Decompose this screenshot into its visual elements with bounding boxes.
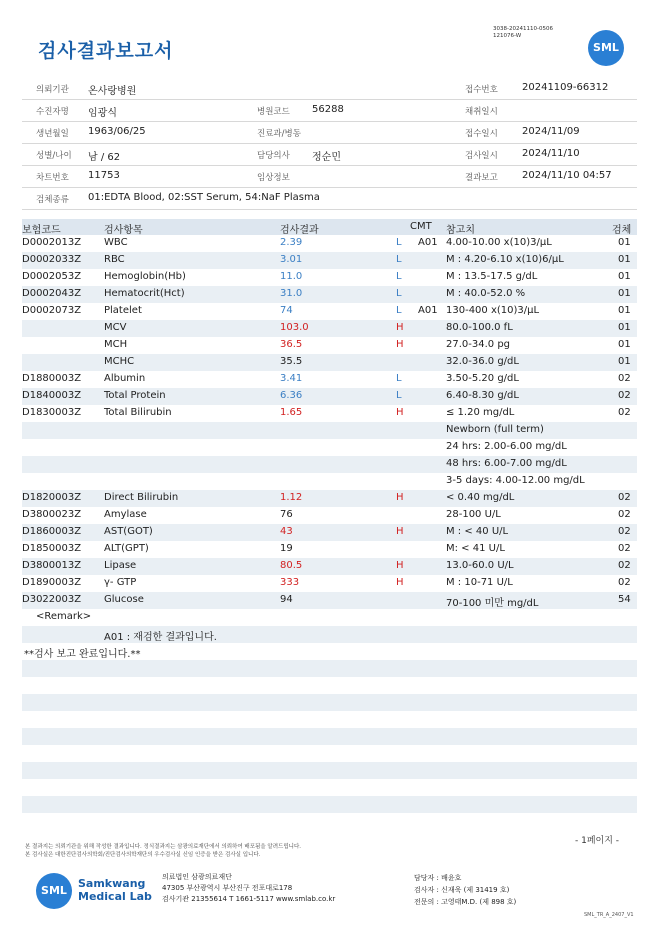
row-flag: H bbox=[396, 577, 404, 588]
row-result: 3.01 bbox=[280, 254, 303, 265]
header-result: 검사결과 bbox=[280, 225, 319, 236]
blank-row bbox=[22, 677, 637, 694]
row-code: D1820003Z bbox=[22, 492, 82, 503]
row-ref: 70-100 미만 mg/dL bbox=[446, 598, 539, 609]
row-item: AST(GOT) bbox=[104, 526, 153, 537]
row-item: MCHC bbox=[104, 356, 135, 367]
remark-label: <Remark> bbox=[36, 611, 92, 622]
blank-rows bbox=[22, 660, 637, 830]
row-code: D1890003Z bbox=[22, 577, 82, 588]
org-name bbox=[78, 877, 152, 903]
row-item: WBC bbox=[104, 237, 128, 248]
row-code: D1850003Z bbox=[22, 543, 82, 554]
row-flag: H bbox=[396, 526, 404, 537]
row-result: 3.41 bbox=[280, 373, 303, 384]
header-code: 보험코드 bbox=[22, 225, 61, 236]
row-result: 6.36 bbox=[280, 390, 303, 401]
row-spec: 01 bbox=[618, 288, 631, 299]
table-row bbox=[22, 422, 637, 439]
row-ref: M: < 41 U/L bbox=[446, 543, 505, 554]
row-ref: 13.0-60.0 U/L bbox=[446, 560, 514, 571]
row-flag: H bbox=[396, 322, 404, 333]
page-title: 검사결과보고서 bbox=[38, 40, 174, 62]
blank-row bbox=[22, 796, 637, 813]
row-ref: M : 4.20-6.10 x(10)6/μL bbox=[446, 254, 564, 265]
table-row bbox=[22, 490, 637, 507]
row-flag: L bbox=[396, 271, 402, 282]
header-cmt: CMT bbox=[410, 221, 432, 232]
row-item: ALT(GPT) bbox=[104, 543, 149, 554]
table-row bbox=[22, 320, 637, 337]
table-row bbox=[22, 286, 637, 303]
row-spec: 01 bbox=[618, 339, 631, 350]
row-spec: 02 bbox=[618, 526, 631, 537]
table-row bbox=[22, 371, 637, 388]
row-result: 35.5 bbox=[280, 356, 303, 367]
doctor-label: 담당의사 bbox=[257, 151, 290, 161]
row-cmt: A01 bbox=[418, 237, 438, 248]
sex-age-label: 성별/나이 bbox=[36, 151, 72, 161]
test-date-value: 2024/11/10 bbox=[522, 148, 580, 159]
blank-row bbox=[22, 694, 637, 711]
row-result: 19 bbox=[280, 543, 293, 554]
row-item: γ- GTP bbox=[104, 577, 137, 588]
remark-text-row bbox=[22, 626, 637, 643]
receipt-date-label: 접수일시 bbox=[465, 129, 498, 139]
org-name-line1: Samkwang bbox=[78, 877, 146, 890]
table-row bbox=[22, 558, 637, 575]
row-item: Albumin bbox=[104, 373, 146, 384]
row-spec: 02 bbox=[618, 560, 631, 571]
row-result: 11.0 bbox=[280, 271, 303, 282]
blank-row bbox=[22, 711, 637, 728]
sml-logo: SML bbox=[588, 30, 624, 66]
row-item: Direct Bilirubin bbox=[104, 492, 179, 503]
completion-text: **검사 보고 완료입니다.** bbox=[24, 649, 141, 660]
row-spec: 01 bbox=[618, 322, 631, 333]
row-result: 2.39 bbox=[280, 237, 303, 248]
row-flag: H bbox=[396, 560, 404, 571]
row-ref: M : 13.5-17.5 g/dL bbox=[446, 271, 538, 282]
blank-row bbox=[22, 813, 637, 830]
info-row-hospital bbox=[22, 78, 637, 100]
table-row bbox=[22, 507, 637, 524]
info-row-chart bbox=[22, 166, 637, 188]
row-spec: 54 bbox=[618, 594, 631, 605]
staff-info bbox=[414, 872, 516, 908]
table-row bbox=[22, 252, 637, 269]
row-flag: H bbox=[396, 492, 404, 503]
row-item: Total Bilirubin bbox=[104, 407, 172, 418]
row-result: 43 bbox=[280, 526, 293, 537]
row-spec: 01 bbox=[618, 356, 631, 367]
document-id-line2: 121076-W bbox=[493, 33, 522, 39]
row-item: Hemoglobin(Hb) bbox=[104, 271, 186, 282]
row-ref: 6.40-8.30 g/dL bbox=[446, 390, 519, 401]
row-ref: 130-400 x(10)3/μL bbox=[446, 305, 540, 316]
table-row bbox=[22, 337, 637, 354]
row-result: 74 bbox=[280, 305, 293, 316]
remark-text: A01 : 재검한 결과입니다. bbox=[104, 632, 217, 643]
row-item: MCV bbox=[104, 322, 127, 333]
row-code: D0002013Z bbox=[22, 237, 82, 248]
table-row bbox=[22, 405, 637, 422]
hospital-code-value: 56288 bbox=[312, 104, 344, 115]
patient-info bbox=[22, 78, 637, 210]
row-spec: 01 bbox=[618, 237, 631, 248]
row-flag: L bbox=[396, 288, 402, 299]
row-item: Hematocrit(Hct) bbox=[104, 288, 185, 299]
row-result: 94 bbox=[280, 594, 293, 605]
header-item: 검사항목 bbox=[104, 225, 143, 236]
info-row-sex-age bbox=[22, 144, 637, 166]
results-table bbox=[22, 219, 637, 830]
remark-row bbox=[22, 609, 637, 626]
collect-date-label: 채취일시 bbox=[465, 107, 498, 117]
name-value: 임광식 bbox=[88, 108, 117, 119]
row-item: Lipase bbox=[104, 560, 137, 571]
sex-age-value: 남 / 62 bbox=[88, 152, 121, 163]
blank-row bbox=[22, 779, 637, 796]
report-label: 결과보고 bbox=[465, 173, 498, 183]
info-row-birth bbox=[22, 122, 637, 144]
document-id-line1: 3038-20241110-0506 bbox=[493, 26, 553, 32]
row-ref: 32.0-36.0 g/dL bbox=[446, 356, 519, 367]
birth-value: 1963/06/25 bbox=[88, 126, 146, 137]
table-row bbox=[22, 439, 637, 456]
row-result: 333 bbox=[280, 577, 300, 588]
staff-line2: 검사자 : 신재욱 (제 31419 호) bbox=[414, 886, 510, 894]
row-spec: 02 bbox=[618, 543, 631, 554]
row-spec: 02 bbox=[618, 492, 631, 503]
table-row bbox=[22, 575, 637, 592]
table-row bbox=[22, 388, 637, 405]
org-address bbox=[162, 872, 335, 905]
hospital-value: 온사랑병원 bbox=[88, 86, 137, 97]
name-label: 수진자명 bbox=[36, 107, 69, 117]
table-header bbox=[22, 219, 637, 235]
row-code: D1840003Z bbox=[22, 390, 82, 401]
table-row bbox=[22, 541, 637, 558]
row-ref: M : 10-71 U/L bbox=[446, 577, 513, 588]
row-code: D0002073Z bbox=[22, 305, 82, 316]
row-code: D0002043Z bbox=[22, 288, 82, 299]
row-spec: 02 bbox=[618, 577, 631, 588]
table-row bbox=[22, 354, 637, 371]
info-row-specimen bbox=[22, 188, 637, 210]
row-code: D1880003Z bbox=[22, 373, 82, 384]
row-flag: H bbox=[396, 407, 404, 418]
blank-row bbox=[22, 660, 637, 677]
blank-row bbox=[22, 762, 637, 779]
row-ref: M : 40.0-52.0 % bbox=[446, 288, 526, 299]
row-item: Amylase bbox=[104, 509, 147, 520]
row-ref: ≤ 1.20 mg/dL bbox=[446, 407, 515, 418]
row-ref: 80.0-100.0 fL bbox=[446, 322, 513, 333]
hospital-label: 의뢰기관 bbox=[36, 85, 69, 95]
row-result: 103.0 bbox=[280, 322, 309, 333]
report-date-value: 2024/11/10 04:57 bbox=[522, 170, 612, 181]
row-result: 1.65 bbox=[280, 407, 303, 418]
row-item: RBC bbox=[104, 254, 125, 265]
row-spec: 01 bbox=[618, 305, 631, 316]
hospital-code-label: 병원코드 bbox=[257, 107, 290, 117]
row-code: D3800013Z bbox=[22, 560, 82, 571]
row-spec: 02 bbox=[618, 390, 631, 401]
staff-line3: 전문의 : 고영태M.D. (제 898 호) bbox=[414, 898, 517, 906]
row-ref: 28-100 U/L bbox=[446, 509, 501, 520]
row-spec: 01 bbox=[618, 254, 631, 265]
row-ref: 3-5 days: 4.00-12.00 mg/dL bbox=[446, 475, 585, 486]
row-item: Glucose bbox=[104, 594, 144, 605]
chart-no-label: 차트번호 bbox=[36, 173, 69, 183]
specimen-value: 01:EDTA Blood, 02:SST Serum, 54:NaF Plasma bbox=[88, 192, 320, 203]
row-code: D3022003Z bbox=[22, 594, 82, 605]
row-flag: L bbox=[396, 373, 402, 384]
specimen-label: 검체종류 bbox=[36, 195, 69, 205]
row-result: 31.0 bbox=[280, 288, 303, 299]
footer-note-1: 본 결과지는 의뢰기관을 위해 작성한 결과입니다. 정식결과지는 삼광의료재단에서 의뢰하여 배포됨을 알려드립니다. bbox=[25, 844, 302, 850]
row-ref: Newborn (full term) bbox=[446, 424, 544, 435]
table-row bbox=[22, 456, 637, 473]
blank-row bbox=[22, 745, 637, 762]
table-row bbox=[22, 235, 637, 252]
row-result: 80.5 bbox=[280, 560, 303, 571]
table-row bbox=[22, 269, 637, 286]
row-result: 1.12 bbox=[280, 492, 303, 503]
table-row bbox=[22, 303, 637, 320]
footer-note-2: 본 검사실은 대한진단검사의학회/진단검사의학재단의 우수검사실 신임 인증을 받은 검사실 입니다. bbox=[25, 852, 261, 858]
row-ref: 48 hrs: 6.00-7.00 mg/dL bbox=[446, 458, 567, 469]
test-date-label: 검사일시 bbox=[465, 151, 498, 161]
row-flag: L bbox=[396, 237, 402, 248]
row-cmt: A01 bbox=[418, 305, 438, 316]
row-item: Platelet bbox=[104, 305, 142, 316]
row-ref: 27.0-34.0 pg bbox=[446, 339, 511, 350]
row-code: D3800023Z bbox=[22, 509, 82, 520]
row-code: D1830003Z bbox=[22, 407, 82, 418]
address-line3: 검사기관 21355614 T 1661-5117 www.smlab.co.kr bbox=[162, 895, 336, 903]
info-row-name bbox=[22, 100, 637, 122]
footer-sml-logo: SML bbox=[36, 873, 72, 909]
blank-row bbox=[22, 728, 637, 745]
receipt-date-value: 2024/11/09 bbox=[522, 126, 580, 137]
header-spec: 검체 bbox=[612, 225, 632, 236]
row-item: MCH bbox=[104, 339, 128, 350]
row-ref: 3.50-5.20 g/dL bbox=[446, 373, 519, 384]
dept-label: 진료과/병동 bbox=[257, 129, 301, 139]
document-id bbox=[493, 26, 553, 40]
row-flag: H bbox=[396, 339, 404, 350]
address-line2: 47305 부산광역시 부산진구 전포대로178 bbox=[162, 884, 293, 892]
address-line1: 의료법인 삼광의료재단 bbox=[162, 873, 232, 881]
page-number: - 1페이지 - bbox=[575, 836, 620, 846]
row-code: D0002033Z bbox=[22, 254, 82, 265]
row-spec: 02 bbox=[618, 407, 631, 418]
row-item: Total Protein bbox=[104, 390, 166, 401]
row-ref: M : < 40 U/L bbox=[446, 526, 509, 537]
table-row bbox=[22, 592, 637, 609]
table-row bbox=[22, 524, 637, 541]
row-result: 36.5 bbox=[280, 339, 303, 350]
receipt-no-label: 접수번호 bbox=[465, 85, 498, 95]
row-ref: 4.00-10.00 x(10)3/μL bbox=[446, 237, 552, 248]
completion-row bbox=[22, 643, 637, 660]
org-name-line2: Medical Lab bbox=[78, 890, 152, 903]
row-spec: 01 bbox=[618, 271, 631, 282]
row-code: D1860003Z bbox=[22, 526, 82, 537]
row-code: D0002053Z bbox=[22, 271, 82, 282]
form-number: SML_TR_A_2407_V1 bbox=[584, 912, 634, 918]
row-spec: 02 bbox=[618, 509, 631, 520]
row-result: 76 bbox=[280, 509, 293, 520]
table-row bbox=[22, 473, 637, 490]
header-ref: 참고치 bbox=[446, 225, 475, 236]
row-ref: 24 hrs: 2.00-6.00 mg/dL bbox=[446, 441, 567, 452]
table-body bbox=[22, 235, 637, 609]
clinical-label: 임상정보 bbox=[257, 173, 290, 183]
birth-label: 생년월일 bbox=[36, 129, 69, 139]
doctor-value: 정순민 bbox=[312, 152, 341, 163]
row-ref: < 0.40 mg/dL bbox=[446, 492, 515, 503]
chart-no-value: 11753 bbox=[88, 170, 120, 181]
row-flag: L bbox=[396, 305, 402, 316]
row-flag: L bbox=[396, 390, 402, 401]
row-flag: L bbox=[396, 254, 402, 265]
staff-line1: 담당자 : 배윤호 bbox=[414, 874, 462, 882]
row-spec: 02 bbox=[618, 373, 631, 384]
receipt-no-value: 20241109-66312 bbox=[522, 82, 609, 93]
